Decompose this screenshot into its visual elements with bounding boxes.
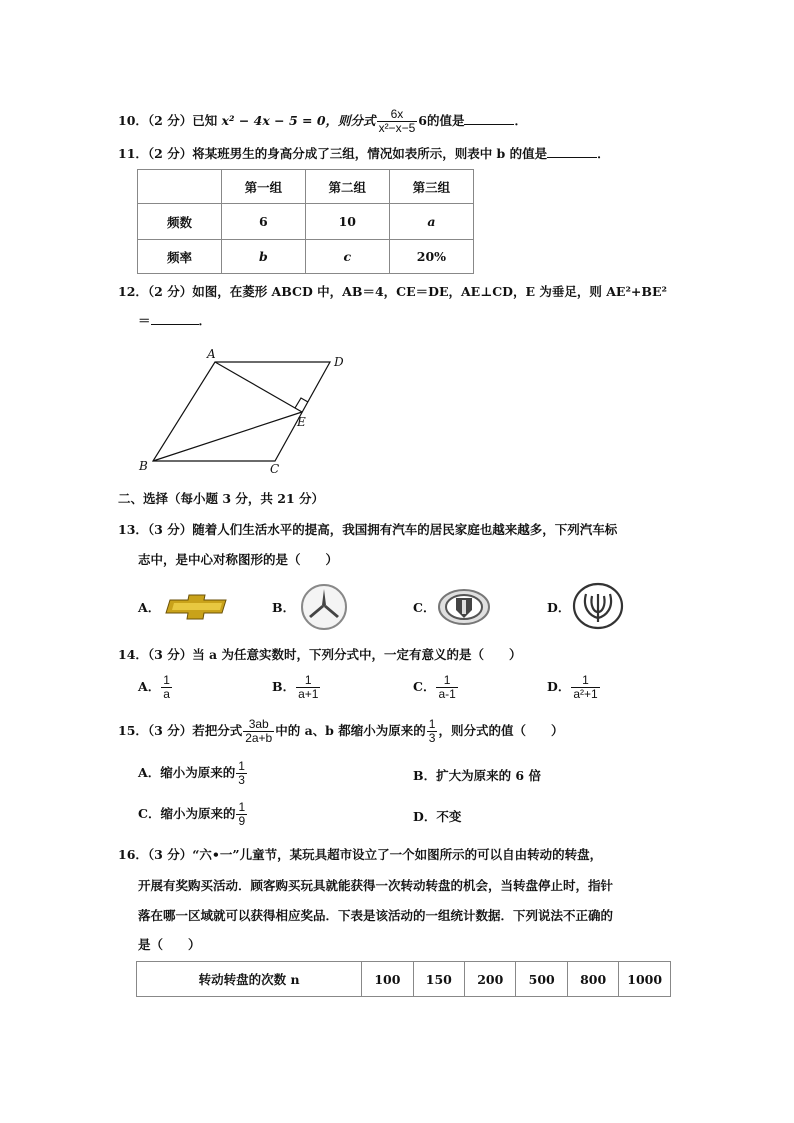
frac-num: 3ab [248,717,269,731]
q16-line1 [118,846,602,864]
table-cell: 第三组 [389,170,473,204]
q16-line4 [138,936,201,954]
table-cell: 100 [362,962,413,997]
mercedes-logo-icon [300,583,348,631]
table-cell: 800 [567,962,618,997]
frac-den: a-1 [438,687,456,701]
option-label: C．缩小为原来的 [138,806,236,821]
q16-text: 是（ ） [138,937,201,952]
q11-text: 11．（2 分）将某班男生的身高分成了三组，情况如表所示，则表中 b 的值是 [118,146,548,161]
section-heading [118,490,324,508]
table-cell: 200 [465,962,516,997]
option-label: A．缩小为原来的 [138,765,236,780]
q13-option-c[interactable] [413,598,435,616]
table-cell: 频率 [138,240,222,274]
q11-answer-blank[interactable] [547,145,597,158]
table-row [138,204,474,240]
q14 [118,646,522,664]
table-cell: 1000 [619,962,671,997]
q10-num: 6x [390,107,404,121]
q14-option-c[interactable] [413,674,459,701]
q10-suffix: 6的值是 [418,113,465,128]
q10-den: x²−x−5 [378,121,416,135]
q12-eq: ＝ [138,313,151,328]
q13-option-d[interactable] [547,598,570,616]
table-cell: 转动转盘的次数 n [137,962,362,997]
table-cell: 频数 [138,204,222,240]
q12-line1 [118,283,667,301]
frac-num: 1 [582,673,589,687]
q11-table [137,169,474,274]
label-c: C [270,462,280,476]
q15-suffix: ，则分式的值（ ） [438,723,564,738]
frac-num: 1 [163,673,170,687]
option-label: C． [413,679,436,694]
option-label: C． [413,600,436,615]
q11 [118,145,610,163]
q15-option-a[interactable] [138,760,248,787]
q13-option-b[interactable] [272,598,295,616]
option-label: B． [272,679,296,694]
table-cell: a [389,204,473,240]
table-cell: 6 [221,204,305,240]
frac-num: 1 [428,717,436,731]
frac-den: 9 [238,814,246,828]
frac-num: 1 [238,800,246,814]
q15 [118,718,563,745]
table-cell: 第一组 [221,170,305,204]
q16-table [136,961,671,997]
label-d: D [334,355,344,369]
q12-answer-blank[interactable] [151,312,199,325]
right-angle-mark [295,398,308,408]
q16-text: 开展有奖购买活动．顾客购买玩具就能获得一次转动转盘的机会，当转盘停止时，指针 [138,878,614,893]
frac-num: 1 [238,759,245,773]
q14-text: 14．（3 分）当 a 为任意实数时，下列分式中，一定有意义的是（ ） [118,647,522,662]
q13-line1 [118,521,617,539]
frac-den: 3 [238,773,245,787]
table-row [138,170,474,204]
q11-end: ． [597,146,610,161]
table-cell: 20% [389,240,473,274]
table-cell [138,170,222,204]
q15-option-b[interactable] [413,766,541,784]
q10-prefix: 10．（2 分）已知 [118,113,222,128]
option-label: D．不变 [413,809,462,824]
segment-ae [215,362,302,412]
section-title: 二、选择（每小题 3 分，共 21 分） [118,491,325,506]
q16-text: 16．（3 分）“六•一”儿童节，某玩具超市设立了一个如图所示的可以自由转动的转盘， [118,847,603,862]
q14-option-a[interactable] [138,674,173,701]
q16-text: 落在哪一区域就可以获得相应奖品．下表是该活动的一组统计数据．下列说法不正确的 [138,908,614,923]
wuling-logo-icon [572,582,624,630]
table-row [138,240,474,274]
frac-num: 1 [443,673,451,687]
q12-rhombus-figure [130,340,360,480]
frac-num: 1 [304,673,312,687]
q10-equation: x² − 4x − 5 = 0，则分式 [221,113,376,128]
q15-option-c[interactable] [138,801,248,828]
q13-option-a[interactable] [138,598,160,616]
option-label: D． [547,600,571,615]
frac-den: 2a+b [245,731,273,745]
option-label: B．扩大为原来的 6 倍 [413,768,541,783]
table-row [137,962,671,997]
q13-line2 [138,551,338,569]
frac-den: a+1 [298,687,319,701]
q10-fraction [377,108,418,135]
table-cell: 10 [305,204,389,240]
greatwall-logo-icon [437,588,491,626]
option-label: B． [272,600,296,615]
table-cell: 150 [413,962,464,997]
q10-answer-blank[interactable] [464,112,514,125]
option-label: A． [138,600,161,615]
q15-mid: 中的 a、b 都缩小为原来的 [275,723,426,738]
label-b: B [139,459,148,473]
q13-text-2: 志中，是中心对称图形的是（ ） [138,552,339,567]
table-cell: c [305,240,389,274]
q16-line2 [138,877,613,895]
q14-option-d[interactable] [547,674,601,701]
q16-line3 [138,907,613,925]
table-cell: 第二组 [305,170,389,204]
q10 [118,108,527,135]
frac-den: 3 [428,731,436,745]
frac-den: a [163,687,170,701]
q12-text: 12．（2 分）如图，在菱形 ABCD 中，AB＝4，CE＝DE，AE⊥CD，E 为垂足，则 AE²+BE² [118,284,667,299]
chevrolet-logo-icon [164,594,230,620]
q12-line2 [138,312,211,330]
q13-text: 13．（3 分）随着人们生活水平的提高，我国拥有汽车的居民家庭也越来越多，下列汽车标 [118,522,618,537]
option-label: A． [138,679,161,694]
option-label: D． [547,679,571,694]
q12-end: ． [198,313,212,328]
label-e: E [297,415,306,429]
frac-den: a²+1 [573,687,598,701]
q15-option-d[interactable] [413,807,461,825]
q10-end: ． [514,113,527,128]
q14-option-b[interactable] [272,674,321,701]
label-a: A [207,347,216,361]
table-cell: 500 [516,962,567,997]
q15-prefix: 15．（3 分）若把分式 [118,723,243,738]
table-cell: b [221,240,305,274]
